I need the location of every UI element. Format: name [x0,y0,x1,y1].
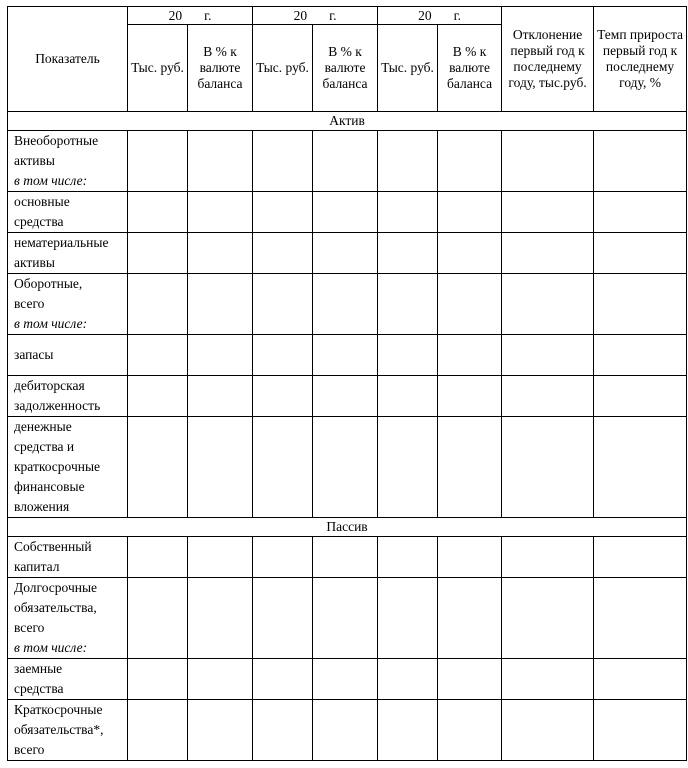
row-intangible-assets [8,233,687,274]
row-label: заемные средства [8,659,128,700]
row-longterm-liabilities [8,578,687,659]
row-label: основные средства [8,192,128,233]
row-label: Внеоборотные активы в том числе: [8,131,128,192]
row-label: денежные средства и краткосрочные финансовые вложения [8,417,128,518]
row-shortterm-liabilities [8,700,687,761]
row-loans [8,659,687,700]
row-label: Оборотные, всего в том числе: [8,274,128,335]
header-percent-1: В % к валюте баланса [188,25,253,112]
header-percent-3: В % к валюте баланса [438,25,502,112]
row-label: Долгосрочные обязательства, всего в том числе: [8,578,128,659]
balance-analysis-table [7,6,687,761]
header-year-3: 20 г. [378,7,502,25]
row-label: дебиторская задолженность [8,376,128,417]
header-thousand-2: Тыс. руб. [253,25,313,112]
section-liabilities: Пассив [8,518,687,537]
row-noncurrent-assets [8,131,687,192]
row-current-assets [8,274,687,335]
header-indicator: Показатель [8,7,128,112]
row-receivables [8,376,687,417]
row-label: нематериальные активы [8,233,128,274]
row-label: Краткосрочные обязательства*, всего [8,700,128,761]
row-fixed-assets [8,192,687,233]
row-inventory [8,335,687,376]
header-row-years [8,7,687,25]
section-assets: Актив [8,112,687,131]
row-cash [8,417,687,518]
header-year-2: 20 г. [253,7,378,25]
row-equity [8,537,687,578]
row-label: Собственный капитал [8,537,128,578]
header-deviation: Отклонение первый год к последнему году, тыс.руб. [502,7,594,112]
header-growth: Темп прироста первый год к последнему году, % [594,7,687,112]
header-percent-2: В % к валюте баланса [313,25,378,112]
header-thousand-3: Тыс. руб. [378,25,438,112]
row-label: запасы [8,335,128,376]
header-year-1: 20 г. [128,7,253,25]
header-thousand-1: Тыс. руб. [128,25,188,112]
